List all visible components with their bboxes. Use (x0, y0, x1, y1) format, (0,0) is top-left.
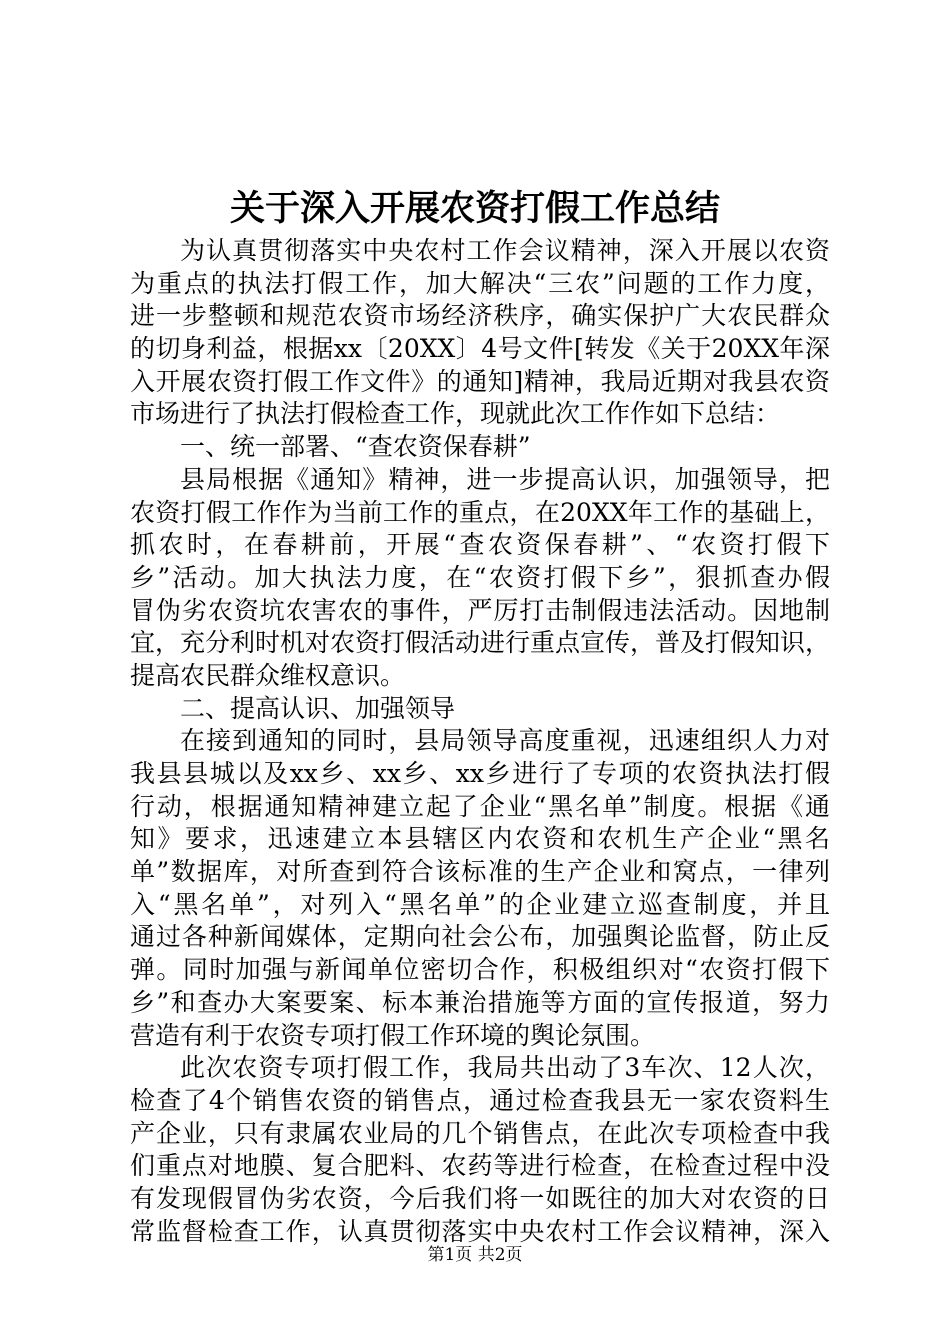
text-line: 此次农资专项打假工作，我局共出动了3车次、12人次， (180, 1053, 830, 1083)
text-line: 提高农民群众维权意识。 (130, 660, 406, 690)
text-line: 冒伪劣农资坑农害农的事件，严厉打击制假违法活动。因地制 (130, 595, 830, 625)
document-body (130, 235, 830, 1248)
page-footer: 第1页 共2页 (427, 1245, 523, 1265)
text-line: 抓农时，在春耕前，开展“查农资保春耕”、“农资打假下 (130, 530, 830, 560)
text-line: 行动，根据通知精神建立起了企业“黑名单”制度。根据《通 (130, 791, 830, 821)
text-line: 入开展农资打假工作文件》的通知]精神，我局近期对我县农资 (130, 366, 830, 396)
text-line: 知》要求，迅速建立本县辖区内农资和农机生产企业“黑名 (130, 824, 830, 854)
text-line: 单”数据库，对所查到符合该标准的生产企业和窝点，一律列 (130, 857, 830, 887)
text-line: 们重点对地膜、复合肥料、农药等进行检查，在检查过程中没 (130, 1151, 830, 1181)
text-line: 我县县城以及xx乡、xx乡、xx乡进行了专项的农资执法打假 (130, 759, 830, 788)
text-line: 宜，充分利时机对农资打假活动进行重点宣传，普及打假知识， (130, 628, 830, 658)
text-line: 为认真贯彻落实中央农村工作会议精神，深入开展以农资 (180, 236, 830, 265)
text-line: 检查了4个销售农资的销售点，通过检查我县无一家农资料生 (130, 1085, 830, 1115)
text-line: 在接到通知的同时，县局领导高度重视，迅速组织人力对 (180, 726, 830, 756)
section-heading: 一、统一部署、“查农资保春耕” (180, 432, 531, 462)
text-line: 产企业，只有隶属农业局的几个销售点，在此次专项检查中我 (130, 1118, 830, 1148)
text-line: 常监督检查工作，认真贯彻落实中央农村工作会议精神，深入 (130, 1216, 830, 1246)
text-line: 有发现假冒伪劣农资，今后我们将一如既往的加大对农资的日 (130, 1183, 830, 1213)
text-line: 营造有利于农资专项打假工作环境的舆论氛围。 (130, 1020, 656, 1050)
document-title: 关于深入开展农资打假工作总结 (229, 188, 720, 229)
text-line: 农资打假工作作为当前工作的重点，在20XX年工作的基础上， (130, 497, 830, 527)
text-line: 的切身利益，根据xx〔20XX〕4号文件[转发《关于20XX年深 (130, 334, 830, 364)
text-line: 进一步整顿和规范农资市场经济秩序，确实保护广大农民群众 (130, 301, 830, 331)
text-line: 入“黑名单”，对列入“黑名单”的企业建立巡查制度，并且 (130, 889, 830, 919)
section-heading: 二、提高认识、加强领导 (180, 693, 456, 723)
text-line: 为重点的执法打假工作，加大解决“三农”问题的工作力度， (130, 268, 830, 298)
text-line: 乡”和查办大案要案、标本兼治措施等方面的宣传报道，努力 (130, 987, 830, 1017)
text-line: 县局根据《通知》精神，进一步提高认识，加强领导，把 (180, 464, 830, 494)
text-line: 弹。同时加强与新闻单位密切合作，积极组织对“农资打假下 (130, 955, 830, 985)
text-line: 通过各种新闻媒体，定期向社会公布，加强舆论监督，防止反 (130, 922, 830, 952)
text-line: 市场进行了执法打假检查工作，现就此次工作作如下总结： (130, 399, 781, 429)
text-line: 乡”活动。加大执法力度，在“农资打假下乡”，狠抓查办假 (130, 562, 830, 592)
